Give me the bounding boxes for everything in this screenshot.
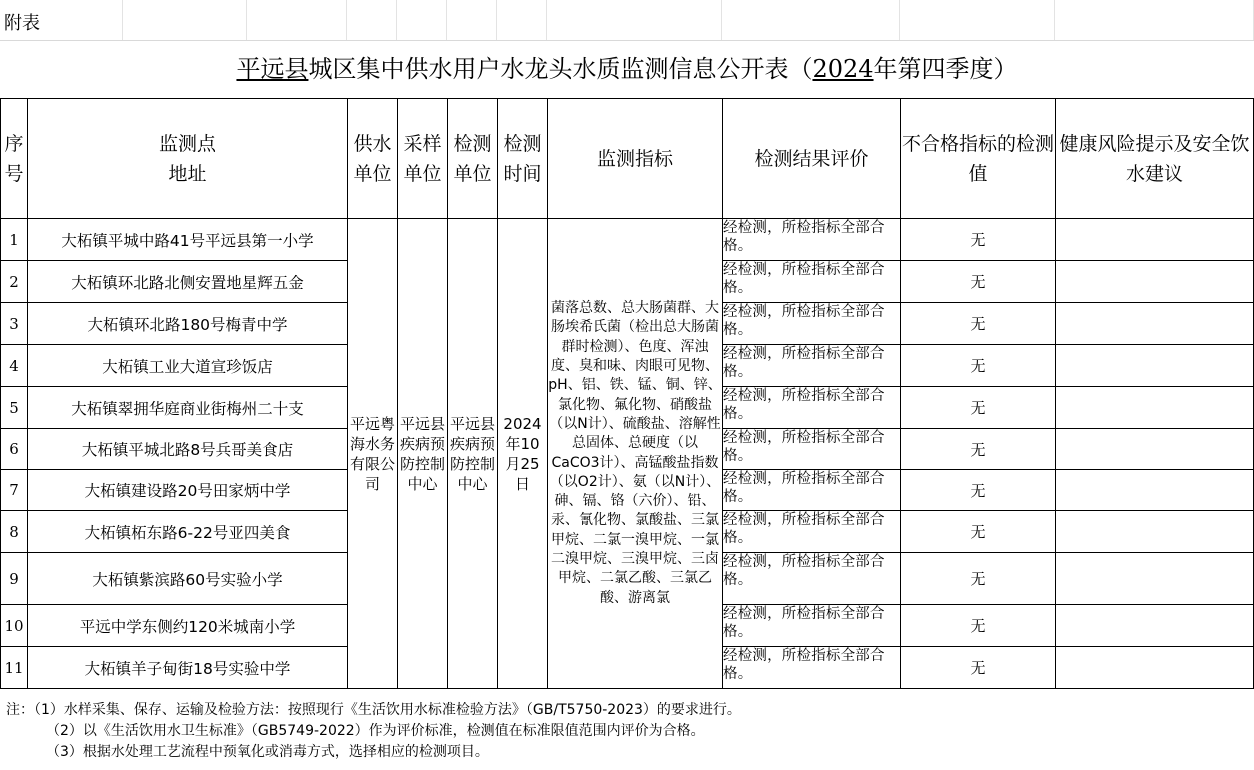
sheet-cell[interactable] xyxy=(547,0,722,40)
row-address[interactable]: 大柘镇建设路20号田家炳中学 xyxy=(28,470,348,511)
row-evaluation[interactable]: 经检测，所检指标全部合格。 xyxy=(723,511,901,553)
header-failed-values: 不合格指标的检测值 xyxy=(901,99,1056,219)
title-middle: 城区集中供水用户水龙头水质监测信息公开表（ xyxy=(308,55,813,83)
row-address[interactable]: 大柘镇翠拥华庭商业街梅州二十支 xyxy=(28,387,348,429)
note-line-2: （2）以《生活饮用水卫生标准》（GB5749-2022）作为评价标准，检测值在标准限值范围内评价为合格。 xyxy=(46,723,705,739)
header-indicators: 监测指标 xyxy=(548,99,723,219)
row-seq[interactable]: 9 xyxy=(1,553,28,605)
row-failed-value[interactable]: 无 xyxy=(901,647,1056,689)
row-health-advice[interactable] xyxy=(1056,261,1254,303)
water-quality-table xyxy=(0,98,1254,689)
row-address[interactable]: 平远中学东侧约120米城南小学 xyxy=(28,605,348,647)
appendix-label: 附表 xyxy=(4,13,40,34)
title-year: 2024 xyxy=(812,55,874,83)
appendix-row xyxy=(0,0,1254,41)
row-seq[interactable]: 7 xyxy=(1,470,28,511)
sampler-cell[interactable]: 平远县疾病预防控制中心 xyxy=(398,219,448,689)
page-title xyxy=(0,41,1254,98)
indicators-cell[interactable]: 菌落总数、总大肠菌群、大肠埃希氏菌（检出总大肠菌群时检测）、色度、浑浊度、臭和味、肉眼可见物、 pH、铝、铁、锰、铜、锌、氯化物、氟化物、硝酸盐（以N计）、硫酸盐、溶解性总固体、总硬度（以CaCO3计）、高锰酸盐指数（以O2计）、氨（以N计）、砷、镉、铬（六价）、铅、汞、氰化物、氯酸盐、三氯甲烷、二氯一溴甲烷、一氯二溴甲烷、三溴甲烷、三卤甲烷、二氯乙酸、三氯乙酸、游离氯 xyxy=(548,219,723,689)
header-location xyxy=(28,99,348,219)
header-seq: 序号 xyxy=(1,99,28,219)
header-tester: 检测单位 xyxy=(448,99,498,219)
row-health-advice[interactable] xyxy=(1056,303,1254,345)
sheet-cell[interactable] xyxy=(347,0,397,40)
note-line-3: （3）根据水处理工艺流程中预氧化或消毒方式，选择相应的检测项目。 xyxy=(46,744,489,760)
row-health-advice[interactable] xyxy=(1056,429,1254,470)
supplier-cell[interactable]: 平远粤海水务有限公司 xyxy=(348,219,398,689)
header-row xyxy=(1,99,1254,219)
header-evaluation: 检测结果评价 xyxy=(723,99,901,219)
row-address[interactable]: 大柘镇平城北路8号兵哥美食店 xyxy=(28,429,348,470)
row-health-advice[interactable] xyxy=(1056,511,1254,553)
row-address[interactable]: 大柘镇平城中路41号平远县第一小学 xyxy=(28,219,348,261)
tester-cell[interactable]: 平远县疾病预防控制中心 xyxy=(448,219,498,689)
row-evaluation[interactable]: 经检测，所检指标全部合格。 xyxy=(723,345,901,387)
row-failed-value[interactable]: 无 xyxy=(901,470,1056,511)
header-sampler: 采样单位 xyxy=(398,99,448,219)
header-test-time: 检测时间 xyxy=(498,99,548,219)
title-county: 平远县 xyxy=(236,55,309,83)
row-failed-value[interactable]: 无 xyxy=(901,261,1056,303)
row-evaluation[interactable]: 经检测，所检指标全部合格。 xyxy=(723,429,901,470)
sheet-cell[interactable] xyxy=(497,0,547,40)
row-failed-value[interactable]: 无 xyxy=(901,387,1056,429)
row-evaluation[interactable]: 经检测，所检指标全部合格。 xyxy=(723,470,901,511)
row-failed-value[interactable]: 无 xyxy=(901,219,1056,261)
row-address[interactable]: 大柘镇柘东路6-22号亚四美食 xyxy=(28,511,348,553)
row-seq[interactable]: 1 xyxy=(1,219,28,261)
row-seq[interactable]: 4 xyxy=(1,345,28,387)
row-seq[interactable]: 11 xyxy=(1,647,28,689)
sheet-cell[interactable] xyxy=(900,0,1055,40)
notes-block xyxy=(6,700,741,763)
row-seq[interactable]: 5 xyxy=(1,387,28,429)
table-row xyxy=(1,219,1254,261)
sheet-cell[interactable] xyxy=(447,0,497,40)
sheet-cell[interactable] xyxy=(722,0,900,40)
header-supplier: 供水单位 xyxy=(348,99,398,219)
row-failed-value[interactable]: 无 xyxy=(901,303,1056,345)
row-health-advice[interactable] xyxy=(1056,647,1254,689)
sheet-cell[interactable] xyxy=(397,0,447,40)
row-evaluation[interactable]: 经检测，所检指标全部合格。 xyxy=(723,387,901,429)
row-evaluation[interactable]: 经检测，所检指标全部合格。 xyxy=(723,553,901,605)
row-seq[interactable]: 6 xyxy=(1,429,28,470)
row-health-advice[interactable] xyxy=(1056,345,1254,387)
row-health-advice[interactable] xyxy=(1056,470,1254,511)
row-health-advice[interactable] xyxy=(1056,387,1254,429)
header-location-line2: 地址 xyxy=(168,162,207,185)
row-seq[interactable]: 2 xyxy=(1,261,28,303)
row-health-advice[interactable] xyxy=(1056,605,1254,647)
row-failed-value[interactable]: 无 xyxy=(901,429,1056,470)
row-failed-value[interactable]: 无 xyxy=(901,511,1056,553)
test-time-cell[interactable]: 2024年10月25日 xyxy=(498,219,548,689)
row-evaluation[interactable]: 经检测，所检指标全部合格。 xyxy=(723,605,901,647)
row-seq[interactable]: 3 xyxy=(1,303,28,345)
row-address[interactable]: 大柘镇紫滨路60号实验小学 xyxy=(28,553,348,605)
sheet-cell[interactable] xyxy=(1055,0,1254,40)
row-evaluation[interactable]: 经检测，所检指标全部合格。 xyxy=(723,261,901,303)
row-seq[interactable]: 8 xyxy=(1,511,28,553)
row-failed-value[interactable]: 无 xyxy=(901,345,1056,387)
row-address[interactable]: 大柘镇羊子甸街18号实验中学 xyxy=(28,647,348,689)
row-evaluation[interactable]: 经检测，所检指标全部合格。 xyxy=(723,219,901,261)
row-failed-value[interactable]: 无 xyxy=(901,605,1056,647)
row-failed-value[interactable]: 无 xyxy=(901,553,1056,605)
header-health-advice: 健康风险提示及安全饮水建议 xyxy=(1056,99,1254,219)
row-address[interactable]: 大柘镇工业大道宣珍饭店 xyxy=(28,345,348,387)
title-end: 年第四季度） xyxy=(873,55,1018,83)
row-address[interactable]: 大柘镇环北路180号梅青中学 xyxy=(28,303,348,345)
row-address[interactable]: 大柘镇环北路北侧安置地星辉五金 xyxy=(28,261,348,303)
row-health-advice[interactable] xyxy=(1056,553,1254,605)
row-evaluation[interactable]: 经检测，所检指标全部合格。 xyxy=(723,647,901,689)
note-line-1: 注：（1）水样采集、保存、运输及检验方法：按照现行《生活饮用水标准检验方法》（GB/T5750-2023）的要求进行。 xyxy=(6,702,741,718)
header-location-line1: 监测点 xyxy=(158,132,216,155)
sheet-cell[interactable] xyxy=(123,0,247,40)
row-evaluation[interactable]: 经检测，所检指标全部合格。 xyxy=(723,303,901,345)
row-health-advice[interactable] xyxy=(1056,219,1254,261)
row-seq[interactable]: 10 xyxy=(1,605,28,647)
sheet-cell[interactable] xyxy=(247,0,347,40)
